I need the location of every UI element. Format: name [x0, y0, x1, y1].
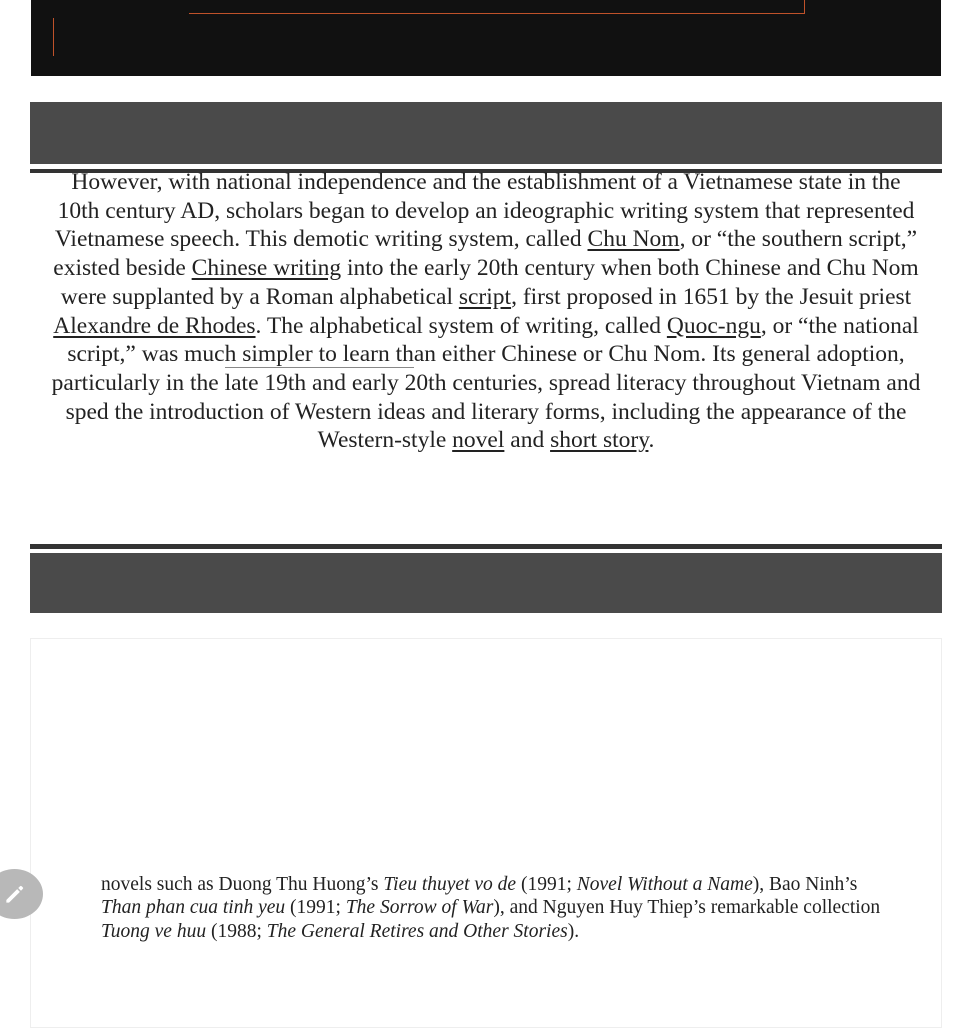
- frame-accent-line-left: [53, 18, 54, 56]
- paragraph-text: However, with national independence and the establishment of a Vietnamese state in the 10th century AD, scholars began to develop an ideographic writing system that represented Vietnamese speech. This demotic writing system, called: [54, 169, 915, 253]
- link-short-story[interactable]: short story: [550, 427, 649, 454]
- book-title: Novel Without a Name: [576, 874, 753, 895]
- excerpt-text: (1991;: [516, 874, 577, 895]
- top-dark-frame: [31, 0, 941, 76]
- book-title: Than phan cua tinh yeu: [101, 897, 286, 919]
- paragraph-text: , first proposed in 1651 by the Jesuit priest: [511, 283, 912, 310]
- book-title: Tieu thuyet vo de: [383, 874, 517, 895]
- paragraph-text: .: [648, 427, 655, 454]
- excerpt-text: ), and Nguyen Huy Thiep’s remarkable collection: [493, 897, 881, 919]
- frame-accent-line: [189, 13, 805, 14]
- pencil-icon: [2, 881, 28, 907]
- top-gray-band: [30, 102, 942, 164]
- link-simpler-to-learn[interactable]: h simpler to learn th: [224, 341, 414, 368]
- article-card: [30, 102, 942, 618]
- excerpt-text: (1988;: [206, 920, 267, 942]
- frame-accent-line-right: [804, 0, 805, 13]
- book-title: The General Retires and Other Stories: [266, 920, 568, 942]
- link-novel[interactable]: novel: [452, 427, 505, 454]
- excerpt-card: [30, 638, 942, 1028]
- book-title: The Sorrow of War: [345, 897, 494, 919]
- excerpt-text: ).: [567, 920, 580, 942]
- paragraph-text: into the early 20th century when both Chinese and Chu Nom were supplanted by a Roman alphabetical: [60, 255, 919, 310]
- bottom-divider: [30, 544, 942, 549]
- paragraph-text: and: [504, 427, 551, 454]
- paragraph-text: . The alphabetical system of writing, called: [255, 312, 667, 339]
- book-title: Tuong ve huu: [101, 920, 207, 942]
- link-chu-nom[interactable]: Chu Nom: [587, 226, 680, 253]
- excerpt-text: ), Bao Ninh’s: [752, 874, 858, 895]
- excerpt-paragraph: [101, 873, 901, 943]
- link-chinese-writing[interactable]: Chinese writing: [191, 255, 342, 282]
- excerpt-text: (1991;: [285, 897, 346, 919]
- paragraph-text: , or “the national script,” was muc: [67, 312, 919, 368]
- article-paragraph: [48, 168, 924, 518]
- link-alexandre-de-rhodes[interactable]: Alexandre de Rhodes: [53, 312, 256, 339]
- link-quoc-ngu[interactable]: Quoc-ngu: [666, 312, 761, 339]
- paragraph-text: , or “the southern script,” existed beside: [53, 226, 918, 282]
- bottom-gray-band: [30, 553, 942, 613]
- excerpt-text: novels such as Duong Thu Huong’s: [101, 874, 384, 895]
- paragraph-text: an either Chinese or Chu Nom. Its general adoption, particularly in the late 19th and early 20th centuries, spread literacy throughout Vietnam and sped the introduction of Western ideas and literary forms, including the appearance of the Western-style: [51, 341, 921, 454]
- link-script[interactable]: script: [458, 283, 512, 310]
